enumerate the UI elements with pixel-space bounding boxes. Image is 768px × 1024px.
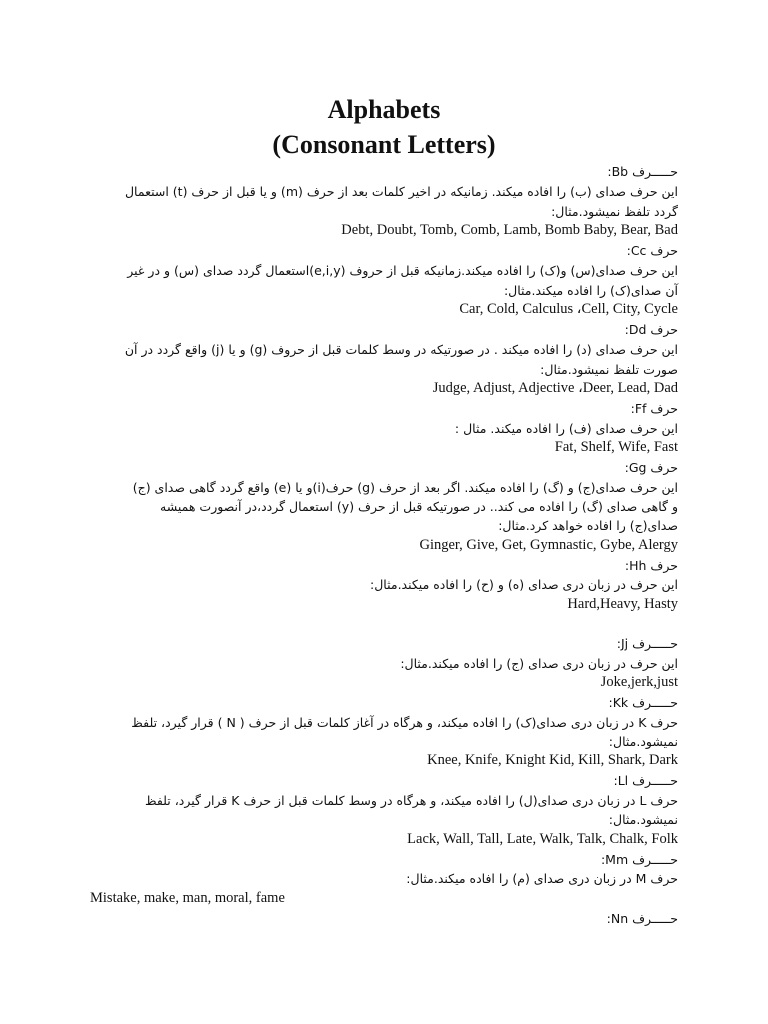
paragraph-line: حرف M در زبان دری صدای (م) را افاده میکند.مثال: <box>406 871 678 886</box>
paragraph-line: این حرف صدای (ب) را افاده میکند. زمانیکه در اخیر کلمات بعد از حرف (m) و یا قبل از حرف (t) استعمال <box>124 184 678 199</box>
paragraph-line: صورت تلفظ نمیشود.مثال: <box>540 362 678 377</box>
letter-heading-c: حرف Cc: <box>626 243 678 258</box>
example-words: Car, Cold, Calculus ،Cell, City, Cycle <box>459 301 678 317</box>
letter-heading-j: حـــــرف Jj: <box>616 636 678 651</box>
paragraph-line: این حرف صدای(ج) و (گ) را افاده میکند. اگر بعد از حرف (g) حرف(i)و یا (e) واقع گردد گاهی صدای (ج) <box>132 480 678 495</box>
example-words: Debt, Doubt, Tomb, Comb, Lamb, Bomb Baby, Bear, Bad <box>341 222 678 238</box>
paragraph-line: و گاهی صدای (گ) را افاده می کند.. در صورتیکه قبل از حرف (y) استعمال گردد،در آنصورت همیشه <box>160 499 678 514</box>
letter-heading-m: حـــــرف Mm: <box>600 852 678 867</box>
letter-heading-h: حرف Hh: <box>624 558 678 573</box>
paragraph-line: این حرف صدای (ف) را افاده میکند. مثال : <box>454 421 678 436</box>
paragraph-line: حرف L در زبان دری صدای(ل) را افاده میکند، و هرگاه در وسط کلمات قبل از حرف K قرار گیرد، تلفظ <box>144 793 678 808</box>
letter-heading-f: حرف Ff: <box>630 401 678 416</box>
paragraph-line: گردد تلفظ نمیشود.مثال: <box>551 204 678 219</box>
letter-heading-k: حـــــرف Kk: <box>608 695 678 710</box>
letter-heading-d: حرف Dd: <box>624 322 678 337</box>
letter-heading-b: حـــــرف Bb: <box>607 164 678 179</box>
letter-heading-l: حـــــرف Ll: <box>613 773 678 788</box>
example-words: Hard,Heavy, Hasty <box>567 596 678 612</box>
paragraph-line: نمیشود.مثال: <box>608 734 678 749</box>
example-words: Judge, Adjust, Adjective ،Deer, Lead, Dad <box>432 380 678 396</box>
example-words: Mistake, make, man, moral, fame <box>90 890 285 906</box>
example-words: Fat, Shelf, Wife, Fast <box>554 439 678 455</box>
paragraph-line: صدای(ج) را افاده خواهد کرد.مثال: <box>498 518 678 533</box>
example-words: Knee, Knife, Knight Kid, Kill, Shark, Dark <box>427 752 678 768</box>
paragraph-line: این حرف صدای (د) را افاده میکند . در صورتیکه در وسط کلمات قبل از حروف (g) و یا (j) واقع گردد در آن <box>124 342 678 357</box>
example-words: Joke,jerk,just <box>600 674 678 690</box>
paragraph-line: آن صدای(ک) را افاده میکند.مثال: <box>503 283 678 298</box>
letter-heading-g: حرف Gg: <box>624 460 678 475</box>
page-title: Alphabets <box>327 95 441 124</box>
paragraph-line: این حرف در زبان دری صدای (ه) و (ح) را افاده میکند.مثال: <box>370 577 678 592</box>
paragraph-line: حرف K در زبان دری صدای(ک) را افاده میکند، و هرگاه در آغاز کلمات قبل از حرف ( N ) قرار گیرد، تلفظ <box>131 715 678 730</box>
paragraph-line: این حرف صدای(س) و(ک) را افاده میکند.زمانیکه قبل از حروف (e,i,y)استعمال گردد صدای (س) و در غیر <box>127 263 678 278</box>
example-words: Ginger, Give, Get, Gymnastic, Gybe, Alergy <box>419 537 678 553</box>
letter-heading-n: حـــــرف Nn: <box>606 911 678 926</box>
paragraph-line: نمیشود.مثال: <box>608 812 678 827</box>
page-subtitle: (Consonant Letters) <box>272 130 496 159</box>
example-words: Lack, Wall, Tall, Late, Walk, Talk, Chalk, Folk <box>407 831 678 847</box>
paragraph-line: این حرف در زبان دری صدای (ج) را افاده میکند.مثال: <box>400 656 678 671</box>
